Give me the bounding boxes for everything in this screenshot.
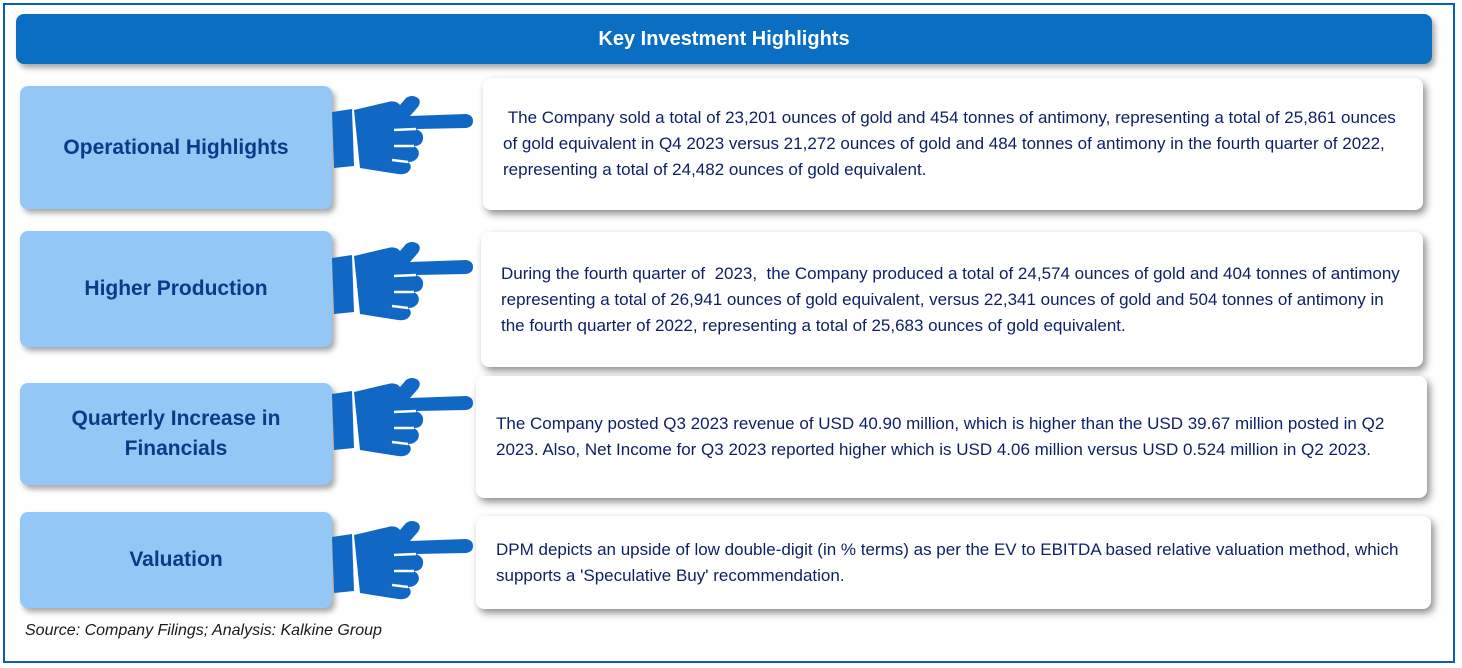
highlight-label: Quarterly Increase in Financials — [71, 407, 281, 460]
text-higher-production — [481, 232, 1423, 367]
source-note: Source: Company Filings; Analysis: Kalkine Group — [25, 622, 382, 639]
pointing-hand-icon — [330, 242, 475, 322]
highlight-label: Operational Highlights — [63, 135, 289, 159]
highlight-label: Valuation — [129, 548, 223, 571]
label-quarterly-increase — [20, 383, 332, 485]
page-title: Key Investment Highlights — [598, 27, 850, 50]
label-operational-highlights — [20, 86, 332, 209]
pointing-hand-icon — [330, 96, 475, 176]
highlight-text: During the fourth quarter of 2023, the Company produced a total of 24,574 ounces of gold and 404 tonnes of antimony representing a total of 26,941 ounces of gold equivalent, versus 22,341 ounces of gold and 504 tonnes of antimony in the fourth quarter of 2022, representing a total of 25,683 ounces of gold equivalent. — [501, 263, 1405, 335]
highlight-text: The Company sold a total of 23,201 ounces of gold and 454 tonnes of antimony, representing a total of 25,861 ounces of gold equivalent in Q4 2023 versus 21,272 ounces of gold and 484 tonnes of antimony in the fourth quarter of 2022, representing a total of 24,482 ounces of gold equivalent. — [503, 108, 1401, 179]
pointing-hand-icon — [330, 521, 475, 601]
highlight-text: DPM depicts an upside of low double-digit (in % terms) as per the EV to EBITDA based relative valuation method, which supports a 'Speculative Buy' recommendation. — [496, 539, 1399, 585]
title-banner — [16, 14, 1432, 64]
text-operational-highlights — [483, 78, 1423, 210]
label-higher-production — [20, 231, 332, 347]
text-valuation — [476, 516, 1431, 609]
pointing-hand-icon — [330, 378, 475, 458]
text-quarterly-increase — [476, 376, 1427, 498]
highlight-text: The Company posted Q3 2023 revenue of USD 40.90 million, which is higher than the USD 39.67 million posted in Q2 2023. Also, Net Income for Q3 2023 reported higher which is USD 4.06 million versus USD 0.524 million in Q2 2023. — [496, 414, 1385, 459]
label-valuation — [20, 512, 332, 608]
highlight-label: Higher Production — [84, 277, 268, 300]
